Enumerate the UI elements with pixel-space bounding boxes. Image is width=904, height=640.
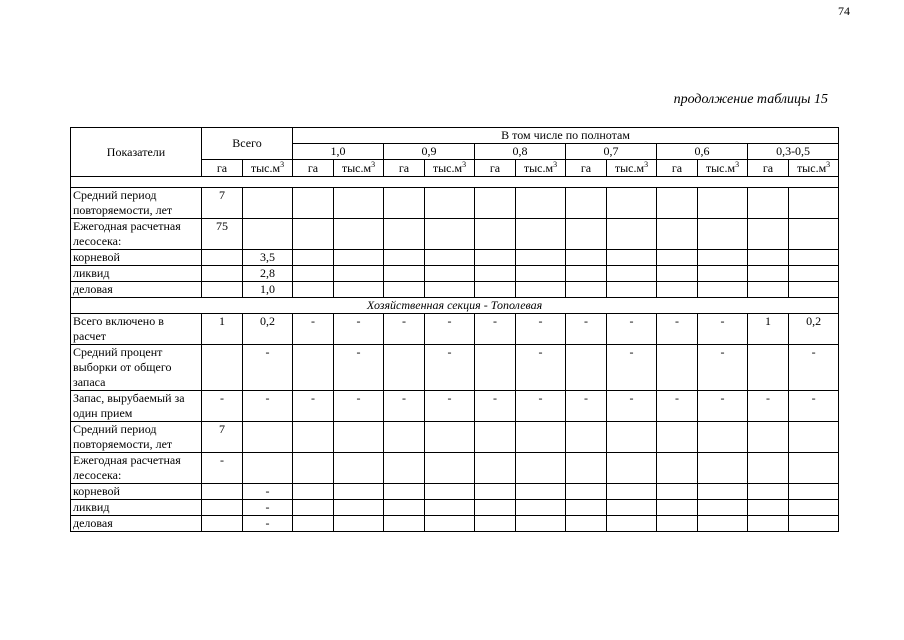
table-cell [293,266,334,282]
table-cell [657,219,698,250]
table-row [71,484,839,500]
header-unit-ha: га [748,160,789,177]
header-unit-ha: га [202,160,243,177]
table-cell [607,219,657,250]
table-cell [293,282,334,298]
row-label: корневой [71,484,202,500]
table-cell: - [516,345,566,391]
table-cell: 3,5 [243,250,293,266]
table-cell [698,219,748,250]
table-cell [657,516,698,532]
header-by-density: В том числе по полнотам [293,128,839,144]
table-cell: - [425,345,475,391]
table-cell [425,282,475,298]
table-row [71,282,839,298]
table-cell: 1,0 [243,282,293,298]
table-cell [202,516,243,532]
table-cell [475,422,516,453]
table-row [71,391,839,422]
table-cell [657,422,698,453]
header-unit-volume [334,160,384,177]
row-label: ликвид [71,266,202,282]
table-cell [698,500,748,516]
table-cell [748,219,789,250]
table-cell [425,500,475,516]
table-cell [698,188,748,219]
table-cell: - [657,314,698,345]
table-cell [566,345,607,391]
table-cell [566,453,607,484]
table-cell: - [334,391,384,422]
table-cell [475,345,516,391]
table-cell [789,453,839,484]
header-total: Всего [202,128,293,160]
table-cell: 7 [202,188,243,219]
table-cell [475,266,516,282]
table-cell [789,484,839,500]
table-cell [202,250,243,266]
table-cell [789,422,839,453]
header-unit-ha: га [566,160,607,177]
table-cell [748,188,789,219]
table-cell [748,345,789,391]
table-row [71,314,839,345]
table-cell [566,500,607,516]
table-cell [698,250,748,266]
table-cell [384,282,425,298]
row-label: корневой [71,250,202,266]
table-row [71,422,839,453]
table-cell: - [425,391,475,422]
table-cell [789,516,839,532]
table-cell [516,219,566,250]
table-cell [516,250,566,266]
table-cell: - [475,391,516,422]
table-cell: - [293,314,334,345]
row-label: деловая [71,516,202,532]
table-cell [566,250,607,266]
table-cell [334,422,384,453]
table-cell [425,516,475,532]
table-cell [293,516,334,532]
table-cell [334,500,384,516]
table-cell: 1 [202,314,243,345]
unit-volume-text: тыс.м [250,160,281,175]
table-cell: - [334,314,384,345]
header-unit-volume [789,160,839,177]
unit-volume-exponent: 3 [644,159,649,169]
table-cell: - [243,484,293,500]
table-cell: - [516,391,566,422]
table-cell [243,453,293,484]
row-label: деловая [71,282,202,298]
table-cell [748,250,789,266]
table-cell [607,516,657,532]
table-cell [384,516,425,532]
table-cell [334,250,384,266]
table-cell [425,484,475,500]
header-indicator: Показатели [71,128,202,177]
header-density: 0,6 [657,144,748,160]
table-row [71,219,839,250]
table-cell [516,484,566,500]
unit-volume-exponent: 3 [826,159,831,169]
unit-volume-text: тыс.м [341,160,372,175]
table-cell [789,219,839,250]
table-cell [425,453,475,484]
table-cell [475,516,516,532]
table-cell: - [334,345,384,391]
table-cell [748,453,789,484]
table-cell [698,266,748,282]
table-cell [384,422,425,453]
header-unit-volume [607,160,657,177]
header-unit-volume [516,160,566,177]
table-cell [789,266,839,282]
table-cell [334,453,384,484]
table-cell [607,453,657,484]
table-cell [293,422,334,453]
table-cell: - [202,453,243,484]
table-cell: - [566,391,607,422]
table-cell: - [566,314,607,345]
table-cell [748,484,789,500]
table-cell [475,188,516,219]
table-cell: - [748,391,789,422]
table-cell [293,188,334,219]
page-number: 74 [838,4,850,18]
table-cell [334,266,384,282]
table-cell [334,219,384,250]
table-cell [607,422,657,453]
table-row [71,188,839,219]
table-cell [607,188,657,219]
table-cell [607,266,657,282]
row-label: Всего включено в расчет [71,314,202,345]
table-cell: 2,8 [243,266,293,282]
header-unit-ha: га [293,160,334,177]
table-cell [607,282,657,298]
section-title: Хозяйственная секция - Тополевая [71,298,839,314]
table-cell [202,345,243,391]
section-row [71,298,839,314]
table-cell [789,188,839,219]
table-cell [657,188,698,219]
table-cell [202,282,243,298]
row-label: Средний период повторяемости, лет [71,188,202,219]
table-cell [334,188,384,219]
row-label: Средний период повторяемости, лет [71,422,202,453]
table-cell [698,453,748,484]
table-cell [293,250,334,266]
header-unit-volume [698,160,748,177]
table-cell [384,219,425,250]
table-cell [334,484,384,500]
header-unit-volume [243,160,293,177]
table-cell [243,219,293,250]
table-cell [475,219,516,250]
table-cell [566,282,607,298]
table-cell: - [202,391,243,422]
table-cell [516,516,566,532]
table-cell: - [384,391,425,422]
table-cell: - [607,345,657,391]
row-label: ликвид [71,500,202,516]
table-row [71,266,839,282]
unit-volume-exponent: 3 [735,159,740,169]
row-label: Ежегодная расчетная лесосека: [71,453,202,484]
unit-volume-text: тыс.м [705,160,736,175]
spacer-row [71,177,839,188]
table-cell: 75 [202,219,243,250]
table-cell [698,282,748,298]
table-cell [748,282,789,298]
table-cell: 0,2 [243,314,293,345]
unit-volume-text: тыс.м [432,160,463,175]
table-cell [425,250,475,266]
unit-volume-exponent: 3 [462,159,467,169]
table-cell [425,266,475,282]
table-cell: - [698,314,748,345]
header-density: 0,7 [566,144,657,160]
table-cell [566,516,607,532]
table-cell [607,500,657,516]
table-cell [748,500,789,516]
table-cell [789,250,839,266]
table-cell [657,500,698,516]
table-cell [657,484,698,500]
table-cell: - [789,391,839,422]
table-row [71,345,839,391]
header-density: 0,3-0,5 [748,144,839,160]
row-label: Запас, вырубаемый за один прием [71,391,202,422]
unit-volume-exponent: 3 [553,159,558,169]
table-row [71,453,839,484]
header-unit-ha: га [657,160,698,177]
table-cell [293,453,334,484]
table-cell [566,188,607,219]
table-cell [698,422,748,453]
table-cell: - [698,345,748,391]
table-cell: - [384,314,425,345]
header-unit-ha: га [384,160,425,177]
table-cell [566,422,607,453]
table-cell [334,282,384,298]
unit-volume-exponent: 3 [280,159,285,169]
table-cell [384,266,425,282]
table-cell [657,453,698,484]
table-cell [516,422,566,453]
table-cell [566,484,607,500]
table-cell: - [293,391,334,422]
table-cell [425,422,475,453]
table-cell: - [607,314,657,345]
table-cell [384,484,425,500]
unit-volume-exponent: 3 [371,159,376,169]
table-row [71,250,839,266]
table-cell [243,422,293,453]
table-cell: - [243,345,293,391]
table-cell [516,453,566,484]
table-cell [516,188,566,219]
table-cell [475,484,516,500]
header-density: 1,0 [293,144,384,160]
table-cell [202,500,243,516]
unit-volume-text: тыс.м [523,160,554,175]
table-cell [384,453,425,484]
table-cell: - [475,314,516,345]
table-cell: 7 [202,422,243,453]
unit-volume-text: тыс.м [796,160,827,175]
row-label: Средний процент выборки от общего запаса [71,345,202,391]
forestry-table [70,127,839,532]
table-cell [475,453,516,484]
table-cell [475,282,516,298]
table-cell [202,266,243,282]
table-cell [293,484,334,500]
table-cell [657,250,698,266]
table-cell [384,500,425,516]
table-cell: - [243,500,293,516]
table-cell [475,500,516,516]
table-cell [425,219,475,250]
table-cell [425,188,475,219]
table-cell [293,500,334,516]
table-cell [789,282,839,298]
header-unit-ha: га [475,160,516,177]
table-cell [657,345,698,391]
table-cell [243,188,293,219]
table-cell: 0,2 [789,314,839,345]
table-cell [516,282,566,298]
header-density: 0,8 [475,144,566,160]
table-cell [202,484,243,500]
table-cell: - [607,391,657,422]
table-cell [293,219,334,250]
table-cell [293,345,334,391]
table-cell [748,422,789,453]
table-cell [566,266,607,282]
table-cell [789,500,839,516]
table-cell [698,484,748,500]
table-cell [516,500,566,516]
table-cell [748,516,789,532]
table-cell: - [243,516,293,532]
table-cell [657,282,698,298]
header-density: 0,9 [384,144,475,160]
table-cell [334,516,384,532]
table-cell: - [698,391,748,422]
table-cell: 1 [748,314,789,345]
table-cell: - [789,345,839,391]
table-cell [384,250,425,266]
row-label: Ежегодная расчетная лесосека: [71,219,202,250]
table-continuation-caption: продолжение таблицы 15 [673,92,828,107]
table-cell [607,484,657,500]
table-cell [607,250,657,266]
table-row [71,500,839,516]
table-cell [566,219,607,250]
table-cell [384,188,425,219]
table-cell: - [516,314,566,345]
table-cell [657,266,698,282]
table-cell [748,266,789,282]
table-cell [384,345,425,391]
table-cell: - [243,391,293,422]
table-row [71,516,839,532]
header-unit-volume [425,160,475,177]
table-cell: - [657,391,698,422]
table-cell [698,516,748,532]
table-cell [475,250,516,266]
table-cell: - [425,314,475,345]
unit-volume-text: тыс.м [614,160,645,175]
table-cell [516,266,566,282]
